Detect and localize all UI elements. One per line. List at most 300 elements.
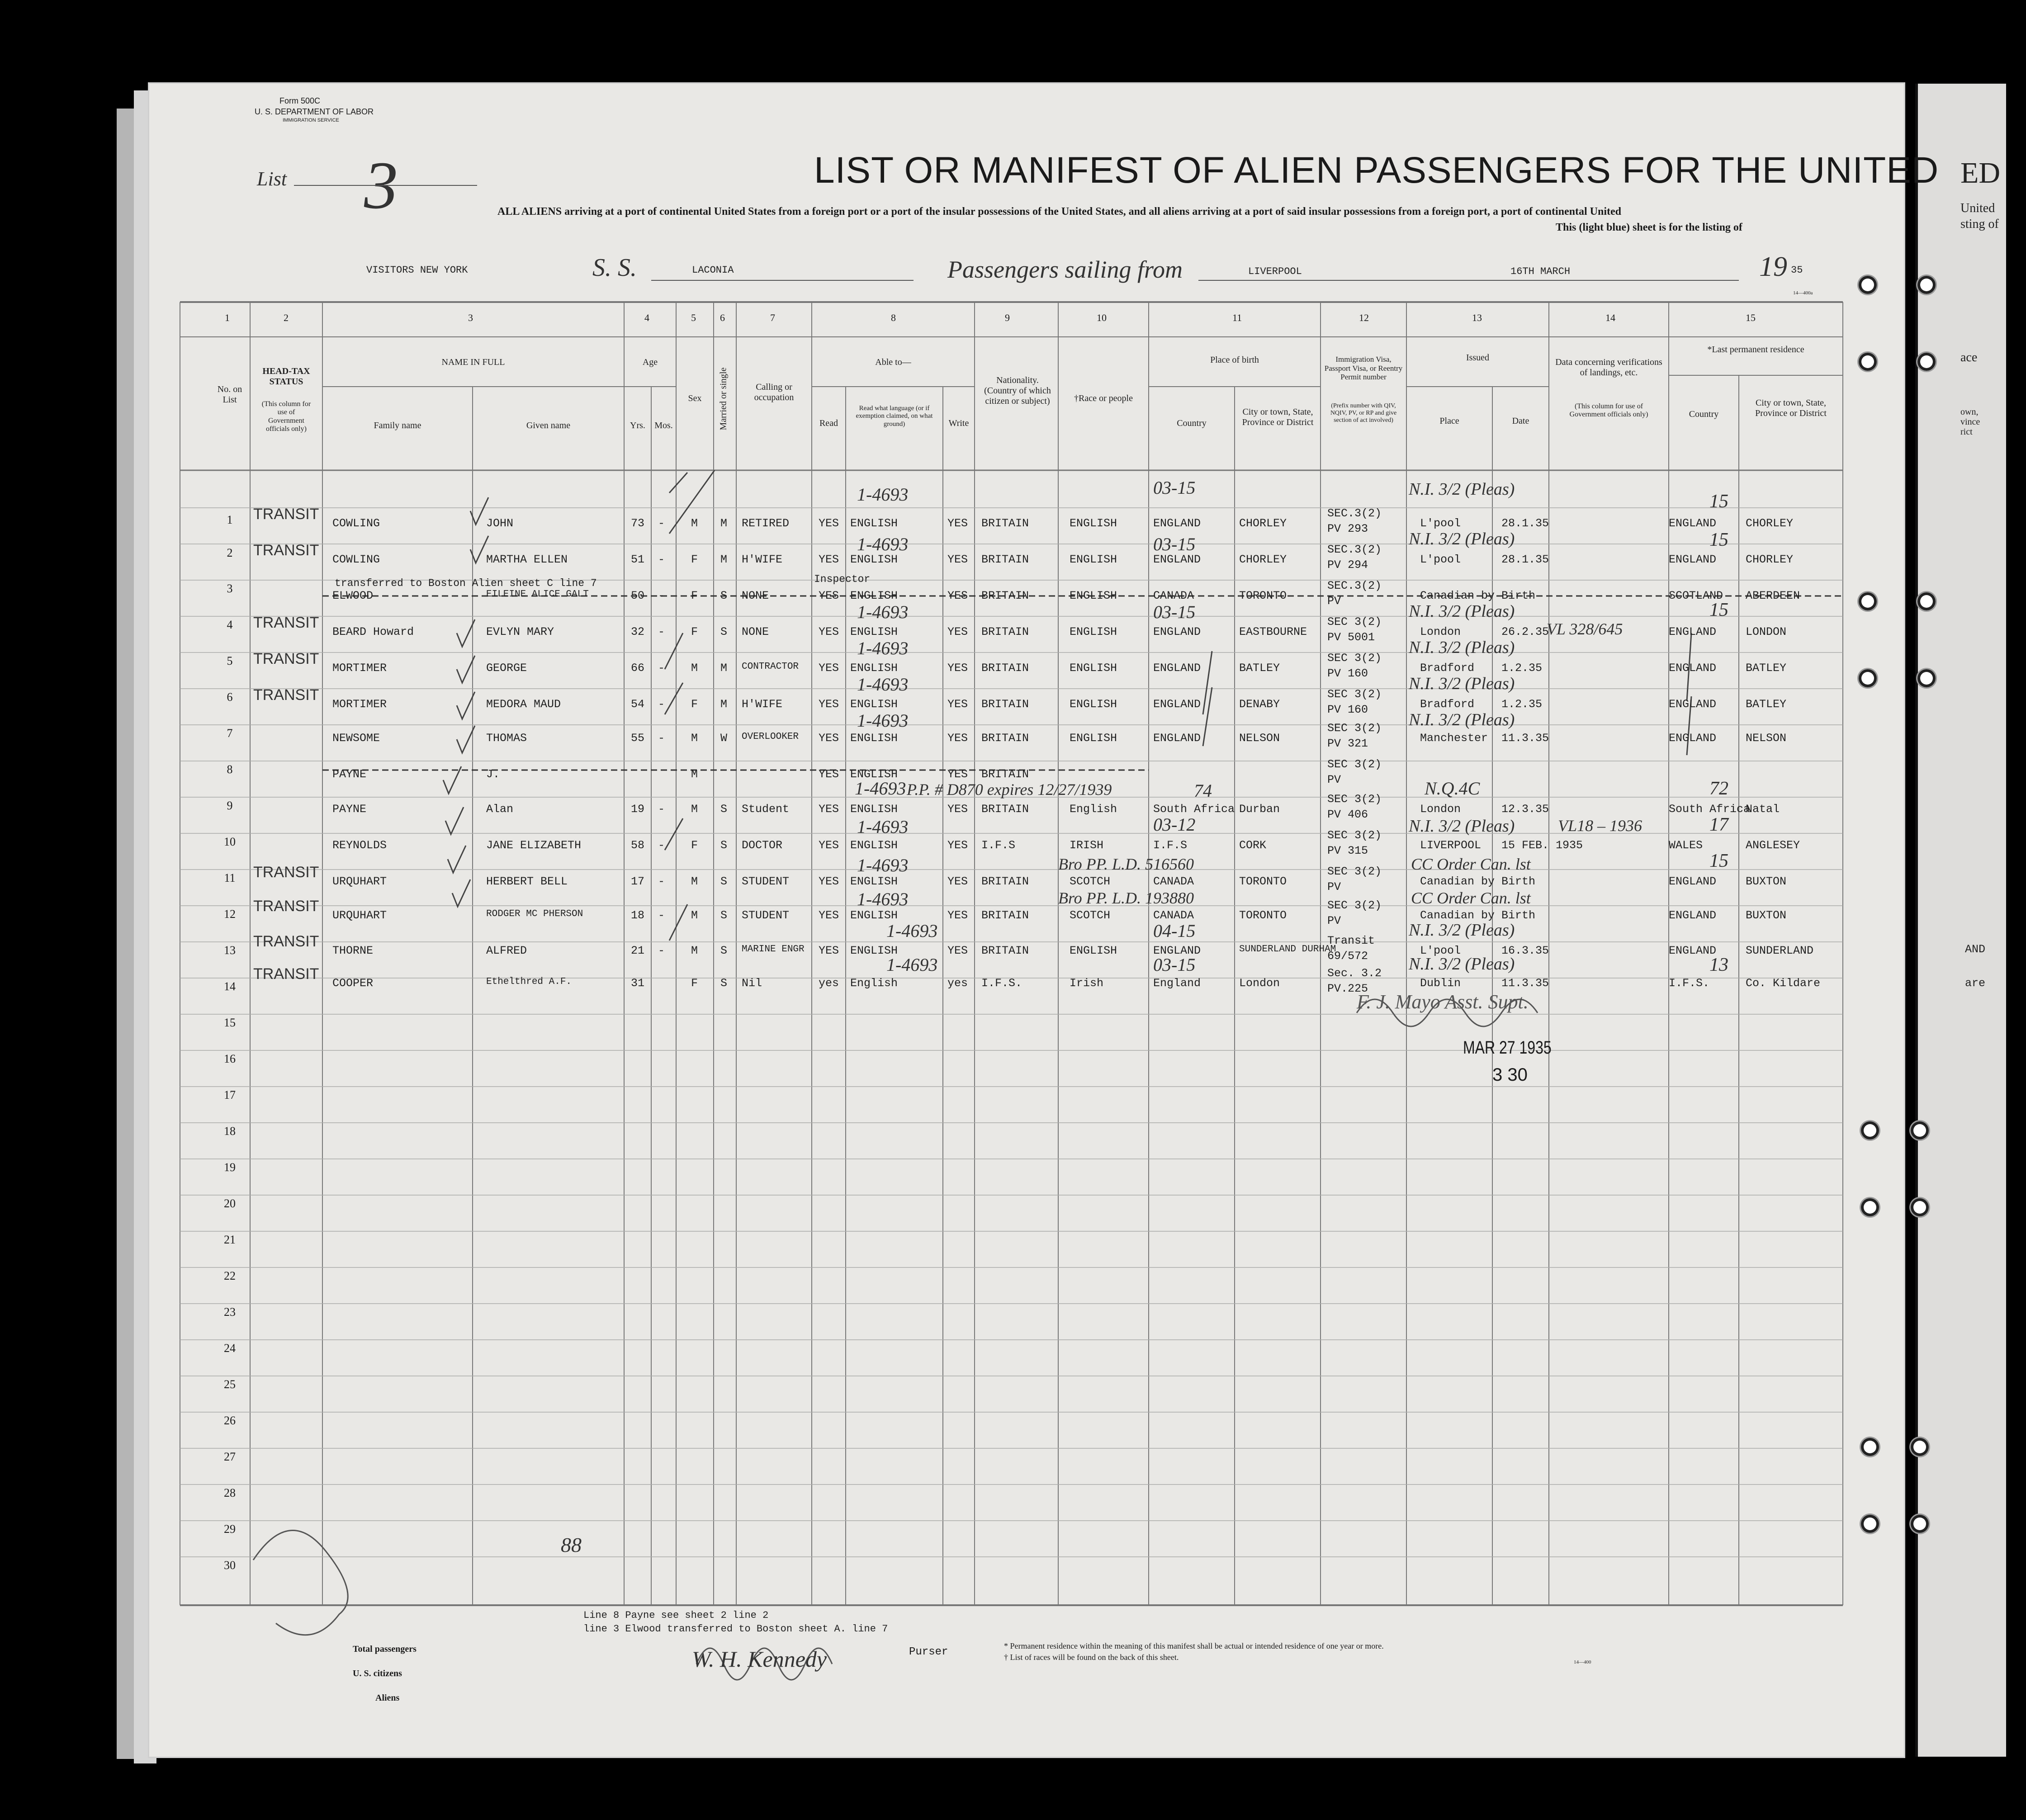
residence-code: 72 [1709, 778, 1728, 799]
header-nationality: Nationality. (Country of which citizen or subject) [984, 375, 1051, 406]
header-head-tax: HEAD-TAX STATUS [262, 366, 310, 387]
cell-can-write: yes [947, 977, 968, 990]
footer-note-line8: Line 8 Payne see sheet 2 line 2 [583, 1610, 769, 1621]
cell-family-name: NEWSOME [332, 732, 380, 745]
passport-ld-note: Bro PP. L.D. 516560 [1058, 855, 1194, 873]
cell-sex: F [691, 977, 698, 990]
cell-age-years: 18 [631, 909, 645, 922]
cell-residence-city: LONDON [1746, 625, 1787, 638]
cell-given-name: Ethelthred A.F. [486, 977, 572, 987]
cell-read-language: English [850, 977, 898, 990]
cell-visa-number: PV 5001 [1327, 631, 1375, 644]
handwritten-code: 1-4693 [857, 638, 909, 658]
cell-marital-status: S [720, 803, 728, 816]
cell-visa-section: SEC.3(2) [1327, 543, 1382, 556]
cell-family-name: MORTIMER [332, 698, 387, 711]
handwritten-code: 1-4693 [857, 602, 909, 622]
col-num: 12 [1359, 312, 1369, 323]
cell-age-years: 66 [631, 662, 645, 675]
header-residence: *Last permanent residence [1707, 345, 1804, 355]
sailing-label: Passengers sailing from [947, 256, 1183, 283]
cell-can-write: YES [947, 625, 968, 638]
handwritten-74: 74 [1194, 780, 1212, 801]
cell-issued-date: 11.3.35 [1501, 977, 1549, 990]
handwritten-code: 1-4693 [855, 778, 906, 799]
cell-read-language: ENGLISH [850, 625, 898, 638]
cell-age-months: - [658, 625, 665, 638]
cc-order-note: CC Order Can. lst [1411, 889, 1531, 907]
cell-read-language: ENGLISH [850, 909, 898, 922]
cell-family-name: URQUHART [332, 909, 387, 922]
footer-note-line3: line 3 Elwood transferred to Boston sheet A. line 7 [583, 1623, 888, 1635]
cell-marital-status: M [720, 553, 728, 566]
row-number: 10 [224, 835, 236, 848]
cell-age-years: 55 [631, 732, 645, 745]
header-sex: Sex [688, 393, 702, 403]
cell-issued-place: Canadian by Birth [1420, 875, 1536, 888]
col-num: 6 [720, 312, 725, 323]
cell-head-tax-status: TRANSIT [253, 898, 319, 915]
cell-sex: M [691, 803, 698, 816]
cell-can-read: YES [819, 839, 839, 852]
cell-birth-city: TORONTO [1239, 909, 1287, 922]
stamp-sub: 3 30 [1492, 1065, 1528, 1085]
cell-can-read: YES [819, 732, 839, 745]
cell-can-write: YES [947, 803, 968, 816]
cell-nationality: BRITAIN [981, 768, 1029, 781]
handwritten-code: 1-4693 [857, 855, 909, 875]
cell-given-name: MEDORA MAUD [486, 698, 561, 711]
cell-race: Irish [1070, 977, 1104, 990]
cell-can-write: YES [947, 517, 968, 530]
cell-birth-country: CANADA [1153, 875, 1194, 888]
cell-age-years: 73 [631, 517, 645, 530]
cell-age-years: 31 [631, 977, 645, 990]
cell-family-name: PAYNE [332, 803, 367, 816]
cell-race: IRISH [1070, 839, 1104, 852]
ni-note: N.I. 3/2 (Pleas) [1409, 817, 1515, 836]
landing-note: VL18 – 1936 [1558, 817, 1643, 835]
cell-marital-status: M [720, 698, 728, 711]
cell-given-name: RODGER MC PHERSON [486, 909, 583, 919]
row-number: 13 [224, 944, 236, 957]
row-number: 21 [224, 1233, 236, 1246]
cell-birth-city: EASTBOURNE [1239, 625, 1307, 638]
header-read-language: Read what language (or if exemption claimed, on what ground) [856, 405, 933, 428]
cell-can-read: YES [819, 698, 839, 711]
cell-nationality: I.F.S [981, 839, 1016, 852]
ni-note: N.I. 3/2 (Pleas) [1409, 674, 1515, 693]
stamp-date: MAR 27 1935 [1463, 1038, 1552, 1058]
cell-sex: F [691, 839, 698, 852]
year-prefix: 19 [1759, 251, 1787, 282]
nqe-note: N.Q.4C [1425, 778, 1480, 799]
cell-marital-status: S [720, 977, 728, 990]
cell-occupation: Student [742, 803, 790, 816]
passport-ld-note: Bro PP. L.D. 193880 [1058, 889, 1194, 907]
ni-note: N.I. 3/2 (Pleas) [1409, 638, 1515, 657]
cell-age-years: 58 [631, 839, 645, 852]
cell-race: ENGLISH [1070, 517, 1117, 530]
cell-marital-status: S [720, 944, 728, 957]
cell-visa-section: SEC 3(2) [1327, 899, 1382, 912]
handwritten-code: 1-4693 [886, 955, 938, 975]
header-head-tax-note: (This column for use of Government officials only) [261, 400, 311, 433]
cell-family-name: URQUHART [332, 875, 387, 888]
cell-visa-section: Sec. 3.2 [1327, 967, 1382, 980]
cell-race: ENGLISH [1070, 698, 1117, 711]
birth-code: 03-15 [1153, 534, 1196, 554]
cell-read-language: ENGLISH [850, 803, 898, 816]
cell-can-read: YES [819, 517, 839, 530]
cell-race: ENGLISH [1070, 553, 1117, 566]
cell-issued-date: 28.1.35 [1501, 517, 1549, 530]
cell-residence-city: ANGLESEY [1746, 839, 1800, 852]
cell-visa-number: PV 406 [1327, 808, 1368, 821]
cell-visa-number: PV.225 [1327, 982, 1368, 995]
cell-residence-city: BATLEY [1746, 698, 1787, 711]
cell-residence-country: ENGLAND [1669, 517, 1717, 530]
handwritten-88: 88 [561, 1533, 582, 1556]
ss-label: S. S. [592, 254, 637, 282]
cell-sex: M [691, 662, 698, 675]
cell-residence-city: CHORLEY [1746, 517, 1794, 530]
col-num: 14 [1605, 312, 1615, 323]
header-res-city: City or town, State, Province or District [1755, 398, 1827, 418]
cell-family-name: ELWOOD [332, 589, 374, 602]
cell-birth-city: DENABY [1239, 698, 1280, 711]
cell-occupation: CONTRACTOR [742, 662, 799, 672]
passport-note: P.P. # D870 expires 12/27/1939 [907, 780, 1112, 799]
cell-read-language: ENGLISH [850, 662, 898, 675]
cell-age-years: 51 [631, 553, 645, 566]
cell-age-months: - [658, 839, 665, 852]
cell-occupation: OVERLOOKER [742, 732, 799, 742]
cell-residence-country: ENGLAND [1669, 909, 1717, 922]
col-num: 11 [1232, 312, 1242, 323]
ship-name: LACONIA [692, 265, 734, 276]
header-birth-city: City or town, State, Province or District [1242, 407, 1314, 427]
row-number: 29 [224, 1522, 236, 1536]
birth-code: 03-15 [1153, 955, 1196, 975]
purser-label: Purser [909, 1646, 948, 1658]
cell-issued-place: Bradford [1420, 662, 1475, 675]
row-number: 15 [224, 1016, 236, 1029]
header-res-country: Country [1689, 409, 1719, 419]
cell-issued-date: 1.2.35 [1501, 662, 1543, 675]
cell-visa-number: PV 321 [1327, 737, 1368, 750]
cell-birth-city: London [1239, 977, 1280, 990]
header-place-of-birth: Place of birth [1210, 355, 1259, 365]
cell-race: ENGLISH [1070, 944, 1117, 957]
cell-given-name: ALFRED [486, 944, 527, 957]
cell-issued-place: LIVERPOOL [1420, 839, 1482, 852]
cell-sex: M [691, 875, 698, 888]
adjacent-header-fragment: ace [1960, 350, 1978, 364]
col-num: 10 [1097, 312, 1107, 323]
cell-residence-city: BATLEY [1746, 662, 1787, 675]
cell-birth-country: CANADA [1153, 589, 1194, 602]
cell-residence-city: CHORLEY [1746, 553, 1794, 566]
row-number: 28 [224, 1486, 236, 1499]
cell-can-read: YES [819, 553, 839, 566]
col-num: 5 [691, 312, 696, 323]
cell-issued-date: 16.3.35 [1501, 944, 1549, 957]
cell-occupation: MARINE ENGR [742, 944, 805, 955]
cell-issued-place: Canadian by Birth [1420, 589, 1536, 602]
cell-family-name: MORTIMER [332, 662, 387, 675]
cell-issued-place: L'pool [1420, 944, 1461, 957]
handwritten-code: 1-4693 [857, 889, 909, 909]
cell-residence-city: Natal [1746, 803, 1780, 816]
cell-nationality: BRITAIN [981, 875, 1029, 888]
landing-note: VL 328/645 [1547, 620, 1623, 638]
cell-age-months: - [658, 662, 665, 675]
cell-sex: F [691, 698, 698, 711]
ni-note: N.I. 3/2 (Pleas) [1409, 602, 1515, 621]
cell-occupation: H'WIFE [742, 553, 783, 566]
header-race: †Race or people [1074, 393, 1133, 403]
adjacent-text-fragment: United [1960, 201, 1995, 215]
cell-read-language: ENGLISH [850, 944, 898, 957]
cell-can-write: YES [947, 589, 968, 602]
cell-head-tax-status: TRANSIT [253, 506, 319, 523]
cell-given-name: THOMAS [486, 732, 527, 745]
cell-age-years: 32 [631, 625, 645, 638]
cell-can-read: YES [819, 662, 839, 675]
cell-age-months: - [658, 909, 665, 922]
cell-nationality: I.F.S. [981, 977, 1022, 990]
cell-can-read: YES [819, 803, 839, 816]
cell-residence-city: BUXTON [1746, 909, 1787, 922]
cell-birth-city: CORK [1239, 839, 1267, 852]
cell-can-read: YES [819, 944, 839, 957]
cell-visa-number: PV 294 [1327, 558, 1368, 572]
cell-nationality: BRITAIN [981, 589, 1029, 602]
cell-nationality: BRITAIN [981, 698, 1029, 711]
cell-issued-date: 11.3.35 [1501, 732, 1549, 745]
cell-residence-country: ENGLAND [1669, 698, 1717, 711]
cell-read-language: ENGLISH [850, 589, 898, 602]
header-visa: Immigration Visa, Passport Visa, or Reentry Permit number [1324, 355, 1403, 382]
row-number: 23 [224, 1305, 236, 1319]
list-label: List [257, 168, 287, 190]
header-calling: Calling or occupation [754, 382, 794, 402]
cell-race: ENGLISH [1070, 589, 1117, 602]
cell-birth-city: TORONTO [1239, 589, 1287, 602]
cell-head-tax-status: TRANSIT [253, 650, 319, 667]
header-landings-note: (This column for use of Government officials only) [1569, 402, 1648, 419]
cell-visa-number: PV 293 [1327, 522, 1368, 535]
row-number: 30 [224, 1559, 236, 1572]
row-number: 26 [224, 1414, 236, 1427]
cell-residence-country: WALES [1669, 839, 1703, 852]
cell-can-read: YES [819, 909, 839, 922]
cell-read-language: ENGLISH [850, 875, 898, 888]
cell-residence-city: BUXTON [1746, 875, 1787, 888]
cell-issued-date: 26.2.35 [1501, 625, 1549, 638]
cell-visa-number: PV [1327, 880, 1341, 893]
cell-issued-date: 28.1.35 [1501, 553, 1549, 566]
handwritten-code: 1-4693 [886, 921, 938, 941]
cell-residence-country: ENGLAND [1669, 875, 1717, 888]
col-num: 1 [225, 312, 230, 323]
ni-note: N.I. 3/2 (Pleas) [1409, 955, 1515, 974]
cell-residence-city: Co. Kildare [1746, 977, 1821, 990]
cell-age-months: - [658, 589, 665, 602]
cell-birth-city: TORONTO [1239, 875, 1287, 888]
header-given-name: Given name [526, 421, 571, 430]
cell-age-months: - [658, 875, 665, 888]
purser-signature: W. H. Kennedy [692, 1646, 827, 1672]
cell-nationality: BRITAIN [981, 662, 1029, 675]
row-number: 8 [227, 763, 233, 776]
col-num: 8 [891, 312, 896, 323]
cell-birth-city: BATLEY [1239, 662, 1280, 675]
cell-occupation: RETIRED [742, 517, 790, 530]
cell-residence-country: SCOTLAND [1669, 589, 1723, 602]
cell-head-tax-status: TRANSIT [253, 614, 319, 631]
row-number: 17 [224, 1088, 236, 1101]
adjacent-cell-fragment: are [1965, 977, 1986, 990]
cell-given-name: JOHN [486, 517, 514, 530]
form-number: Form 500C [279, 96, 321, 105]
header-able-to: Able to— [875, 357, 911, 367]
birth-code: 03-12 [1153, 814, 1196, 835]
cell-nationality: BRITAIN [981, 803, 1029, 816]
cell-given-name: JANE ELIZABETH [486, 839, 582, 852]
cell-age-years: 17 [631, 875, 645, 888]
cell-visa-section: Transit [1327, 934, 1375, 947]
cell-age-months: - [658, 517, 665, 530]
birth-code: 03-15 [1153, 477, 1196, 498]
cell-issued-place: L'pool [1420, 553, 1461, 566]
cell-marital-status: S [720, 625, 728, 638]
service: IMMIGRATION SERVICE [283, 118, 339, 123]
cell-occupation: NONE [742, 589, 769, 602]
row-number: 3 [227, 582, 233, 595]
cell-race: English [1070, 803, 1117, 816]
cell-residence-country: ENGLAND [1669, 625, 1717, 638]
cell-can-read: yes [819, 977, 839, 990]
cell-birth-country: I.F.S [1153, 839, 1188, 852]
adjacent-title-fragment: ED [1960, 156, 2000, 189]
cell-visa-number: PV [1327, 914, 1341, 927]
cell-residence-city: ABERDEEN [1746, 589, 1800, 602]
cell-birth-country: ENGLAND [1153, 553, 1201, 566]
cell-visa-number: PV 160 [1327, 667, 1368, 680]
cell-read-language: ENGLISH [850, 768, 898, 781]
row-number: 19 [224, 1161, 236, 1174]
cell-given-name: EVLYN MARY [486, 625, 554, 638]
cell-can-read: YES [819, 875, 839, 888]
row-number: 2 [227, 546, 233, 559]
cell-read-language: ENGLISH [850, 517, 898, 530]
adjacent-header-fragment: vince [1960, 417, 1980, 427]
cell-marital-status: S [720, 589, 728, 602]
cell-race: ENGLISH [1070, 732, 1117, 745]
cell-visa-section: SEC 3(2) [1327, 652, 1382, 665]
cell-read-language: ENGLISH [850, 698, 898, 711]
header-issued-date: Date [1512, 416, 1529, 426]
list-number: 3 [364, 148, 398, 223]
instructions-line-1: ALL ALIENS arriving at a port of continental United States from a foreign port or a port of the insular possessions of the United States, and all aliens arriving at a port of said insular possessions from a foreign port, a port of continental United [497, 206, 1621, 217]
cell-family-name: COWLING [332, 517, 380, 530]
adjacent-header-fragment: rict [1960, 427, 1973, 437]
cell-can-write: YES [947, 732, 968, 745]
row-number: 24 [224, 1342, 236, 1355]
cell-visa-section: SEC 3(2) [1327, 758, 1382, 771]
cell-visa-number: PV [1327, 595, 1341, 608]
residence-code: 15 [1709, 529, 1728, 550]
cell-visa-section: SEC 3(2) [1327, 688, 1382, 701]
cell-given-name: J. [486, 768, 500, 781]
cell-birth-country: ENGLAND [1153, 662, 1201, 675]
row-number: 9 [227, 799, 233, 812]
cell-can-write: YES [947, 768, 968, 781]
cell-issued-place: Manchester [1420, 732, 1488, 745]
cell-sex: M [691, 768, 698, 781]
cell-issued-place: Canadian by Birth [1420, 909, 1536, 922]
cell-nationality: BRITAIN [981, 909, 1029, 922]
cell-age-months: - [658, 944, 665, 957]
cell-birth-city: CHORLEY [1239, 553, 1287, 566]
cell-birth-country: ENGLAND [1153, 625, 1201, 638]
instructions-line-2: This (light blue) sheet is for the listing of [1556, 222, 1742, 233]
cell-sex: M [691, 517, 698, 530]
row-number: 27 [224, 1450, 236, 1463]
cell-birth-country: ENGLAND [1153, 517, 1201, 530]
sailing-date: 16TH MARCH [1510, 266, 1571, 277]
inspector-signature: F. J. Mayo Asst. Supt. [1357, 991, 1529, 1013]
cell-sex: M [691, 909, 698, 922]
cell-issued-place: London [1420, 803, 1461, 816]
cell-can-write: YES [947, 698, 968, 711]
cell-age-months: - [658, 698, 665, 711]
residence-code: 15 [1709, 600, 1728, 620]
cell-birth-country: CANADA [1153, 909, 1194, 922]
cell-race: ENGLISH [1070, 625, 1117, 638]
cc-order-note: CC Order Can. lst [1411, 855, 1531, 873]
department: U. S. DEPARTMENT OF LABOR [255, 107, 374, 116]
footer-code: 14—400 [1574, 1659, 1591, 1665]
cell-can-read: YES [819, 625, 839, 638]
cell-issued-place: Dublin [1420, 977, 1461, 990]
cell-occupation: H'WIFE [742, 698, 783, 711]
cell-can-write: YES [947, 553, 968, 566]
cell-residence-country: South Africa [1669, 803, 1751, 816]
cell-head-tax-status: TRANSIT [253, 542, 319, 559]
cell-can-write: YES [947, 839, 968, 852]
cell-birth-city: NELSON [1239, 732, 1280, 745]
row-number: 5 [227, 654, 233, 667]
cell-birth-country: England [1153, 977, 1201, 990]
cell-residence-country: I.F.S. [1669, 977, 1710, 990]
cell-age-years: 21 [631, 944, 645, 957]
cell-can-write: YES [947, 944, 968, 957]
cell-issued-place: Bradford [1420, 698, 1475, 711]
cell-issued-date: 12.3.35 [1501, 803, 1549, 816]
col-num: 2 [284, 312, 289, 323]
header-married: Married or single [718, 367, 729, 430]
cell-sex: F [691, 625, 698, 638]
cell-age-years: 19 [631, 803, 645, 816]
cell-visa-number: PV 160 [1327, 703, 1368, 716]
cell-sex: F [691, 589, 698, 602]
cell-race: SCOTCH [1070, 909, 1111, 922]
header-birth-country: Country [1177, 418, 1207, 428]
cell-birth-city: Durban [1239, 803, 1280, 816]
